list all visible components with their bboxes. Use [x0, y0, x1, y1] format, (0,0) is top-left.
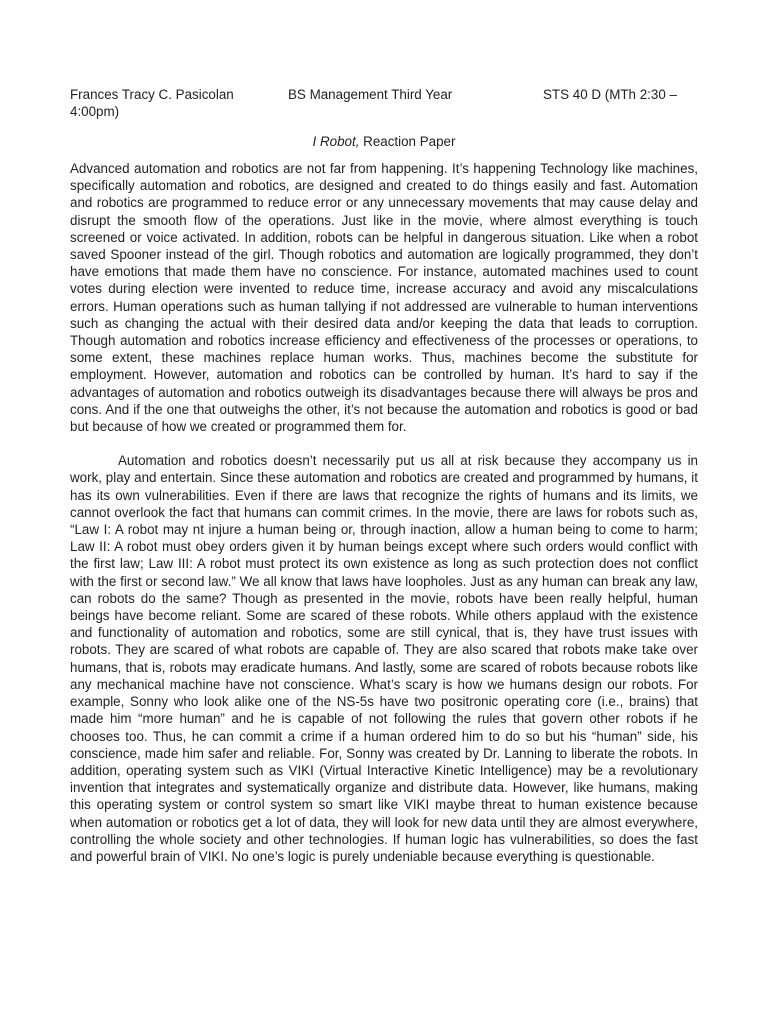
- title-suffix: Reaction Paper: [359, 134, 456, 149]
- author-name: Frances Tracy C. Pasicolan: [70, 87, 234, 102]
- course-time: 4:00pm): [70, 104, 120, 119]
- paragraph-1: Advanced automation and robotics are not far from happening. It’s happening Technology like machines, specifically automation and robotics, are designed and created to do things easily and fast. Automation and robotics are programmed to reduce error or any unnecessary movements that may cause delay and disrupt the smooth flow of the operations. Just like in the movie, where almost everything is touch screened or voice activated. In addition, robots can be helpful in dangerous situation. Like when a robot saved Spooner instead of the girl. Though robotics and automation are logically programmed, they don’t have emotions that made them have no conscience. For instance, automated machines used to count votes during election were invented to reduce time, increase accuracy and avoid any miscalculations errors. Human operations such as human tallying if not addressed are vulnerable to human interventions such as changing the actual with their desired data and/or keeping the data that leads to corruption. Though automation and robotics increase efficiency and effectiveness of the processes or operations, to some extent, these machines replace human works. Thus, machines become the substitute for employment. However, automation and robotics can be controlled by human. It’s hard to say if the advantages of automation and robotics outweigh its disadvantages because there will always be pros and cons. And if the one that outweighs the other, it’s not because the automation and robotics is good or bad but because of how we created or programmed them for.: [70, 161, 698, 435]
- document-header: [70, 86, 698, 120]
- paragraph-2: Automation and robotics doesn’t necessarily put us all at risk because they accompany us in work, play and entertain. Since these automation and robotics are created and programmed by humans, it has its own vulnerabilities. Even if there are laws that recognize the rights of humans and its limits, we cannot overlook the fact that humans can commit crimes. In the movie, there are laws for robots such as, “Law I: A robot may nt injure a human being or, through inaction, allow a human being to come to harm; Law II: A robot must obey orders given it by human beings except where such orders would conflict with the first law; Law III: A robot must protect its own existence as long as such protection does not conflict with the first or second law.” We all know that laws have loopholes. Just as any human can break any law, can robots do the same? Though as presented in the movie, robots have been really helpful, human beings have become reliant. Some are scared of these robots. While others applaud with the existence and functionality of automation and robotics, some are still cynical, that is, they have trust issues with robots. They are scared of what robots are capable of. They are also scared that robots make take over humans, that is, robots may eradicate humans. And lastly, some are scared of robots because robots like any mechanical machine have not conscience. What’s scary is how we humans design our robots. For example, Sonny who look alike one of the NS-5s have two positronic operating core (i.e., brains) that made him “more human” and he is capable of not following the rules that govern other robots if he chooses too. Thus, he can commit a crime if a human ordered him to do so but his “human” side, his conscience, made him safer and reliable. For, Sonny was created by Dr. Lanning to liberate the robots. In addition, operating system such as VIKI (Virtual Interactive Kinetic Intelligence) may be a revolutionary invention that integrates and systematically organize and distribute data. However, like humans, making this operating system or control system so smart like VIKI maybe threat to human existence because when automation or robotics get a lot of data, they will look for new data until they are almost everywhere, controlling the whole society and other technologies. If human logic has vulnerabilities, so does the fast and powerful brain of VIKI. No one’s logic is purely undeniable because everything is questionable.: [70, 453, 698, 864]
- paper-title: [70, 133, 698, 150]
- film-title: I Robot,: [312, 134, 360, 149]
- author-program: BS Management Third Year: [288, 87, 453, 102]
- course-code: STS 40 D (MTh 2:30 –: [543, 87, 677, 102]
